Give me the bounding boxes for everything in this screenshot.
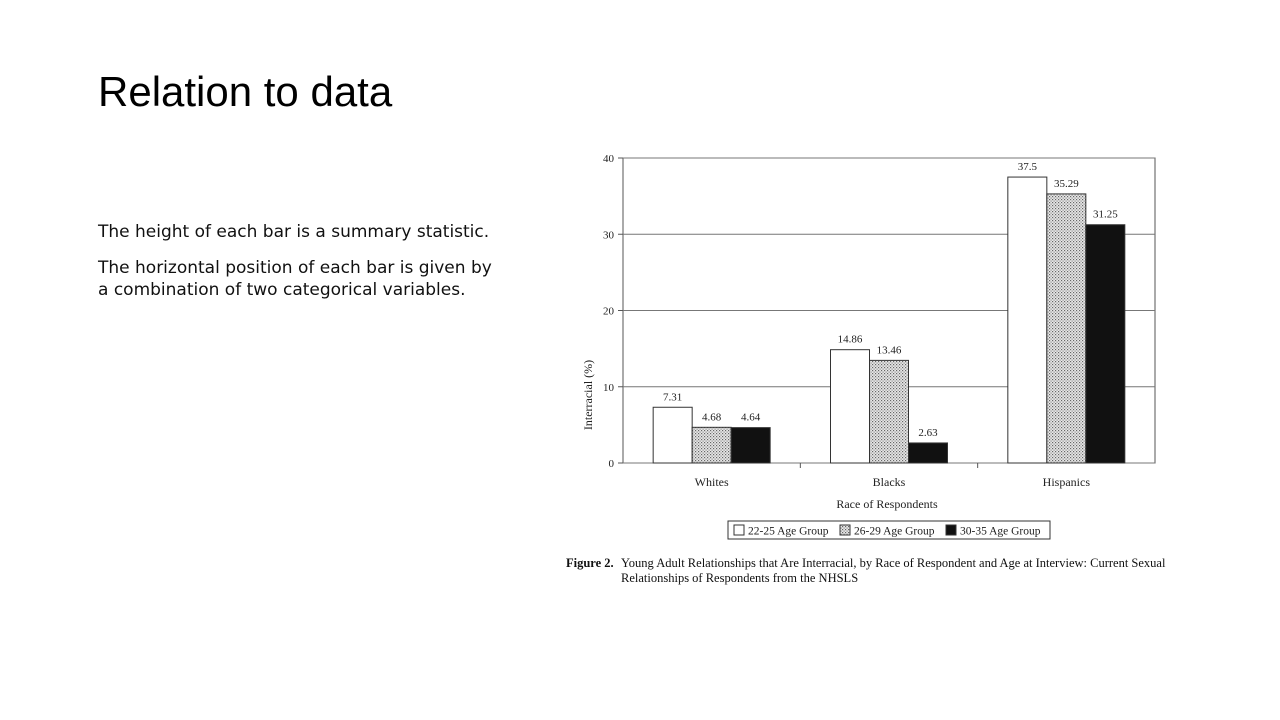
slide-body	[98, 221, 498, 313]
bar-whites-3	[731, 428, 770, 463]
bars	[653, 161, 1125, 463]
x-axis-label: Race of Respondents	[836, 497, 938, 511]
y-axis-label: Interracial (%)	[581, 359, 595, 431]
y-tick-label: 20	[603, 305, 614, 318]
bar-value-label: 4.64	[741, 411, 761, 424]
bar-value-label: 13.46	[876, 344, 902, 357]
y-tick-label: 40	[603, 153, 614, 165]
legend-label: 22-25 Age Group	[748, 525, 829, 538]
x-tick-label: Whites	[694, 475, 729, 489]
legend-label: 30-35 Age Group	[960, 525, 1041, 538]
bar-hispanics-1	[1008, 177, 1047, 463]
bullet-text: The height of each bar is a summary statistic.	[98, 222, 490, 242]
y-tick-label: 10	[603, 381, 614, 394]
bar-whites-2	[692, 427, 731, 463]
bar-chart	[560, 145, 1170, 550]
bar-hispanics-3	[1086, 225, 1125, 463]
bar-value-label: 2.63	[918, 426, 938, 439]
bar-blacks-1	[831, 350, 870, 463]
figure-caption-text: Young Adult Relationships that Are Interracial, by Race of Respondent and Age at Interview: Current Sexual Relationships of Respondents from the NHSLS	[621, 556, 1166, 585]
legend-swatch	[946, 525, 956, 535]
legend	[728, 521, 1050, 539]
y-tick-label: 30	[603, 229, 614, 242]
bar-hispanics-2	[1047, 194, 1086, 463]
figure-label: Figure 2.	[566, 556, 614, 570]
bar-value-label: 31.25	[1092, 208, 1118, 221]
y-axis-ticks	[603, 153, 623, 470]
bullet-text: The horizontal position of each bar is given by a combination of two categorical variables.	[98, 258, 492, 300]
bar-value-label: 14.86	[837, 333, 863, 346]
bar-blacks-3	[909, 443, 948, 463]
bar-value-label: 7.31	[663, 391, 683, 404]
bar-value-label: 35.29	[1053, 177, 1079, 190]
legend-swatch	[734, 525, 744, 535]
bar-whites-1	[653, 407, 692, 463]
bar-blacks-2	[870, 360, 909, 463]
x-tick-label: Hispanics	[1042, 475, 1090, 489]
y-tick-label: 0	[608, 458, 614, 470]
legend-label: 26-29 Age Group	[854, 525, 935, 538]
slide-title: Relation to data	[98, 68, 393, 115]
x-tick-label: Blacks	[872, 475, 906, 489]
bar-value-label: 4.68	[702, 411, 722, 424]
x-axis-ticks	[695, 463, 1091, 489]
bar-value-label: 37.5	[1017, 161, 1037, 174]
legend-swatch	[840, 525, 850, 535]
